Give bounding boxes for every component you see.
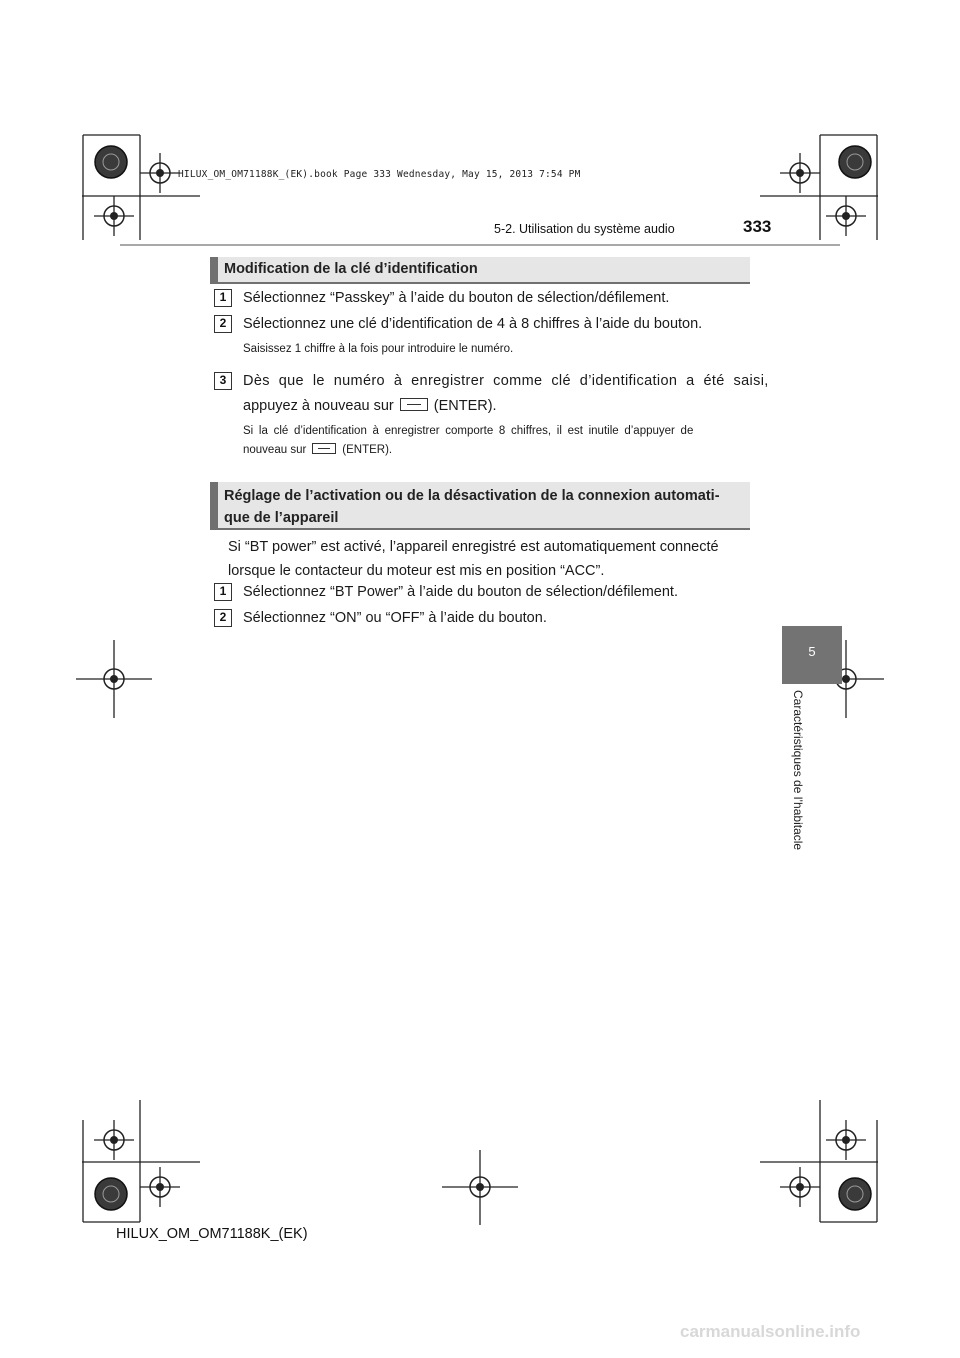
- step-number-badge: 2: [214, 609, 232, 627]
- intro-text: Si “BT power” est activé, l’appareil enregistré est automatiquement connecté: [228, 539, 719, 555]
- step-text: Sélectionnez une clé d’identification de 4 à 8 chiffres à l’aide du bouton.: [243, 316, 703, 332]
- step-note: [243, 443, 392, 456]
- section-underline: [210, 528, 750, 530]
- step-note: Si la clé d’identification à enregistrer comporte 8 chiffres, il est inutile d’appuyer de: [243, 425, 694, 437]
- enter-button-icon: [312, 443, 336, 454]
- chapter-number: 5: [808, 644, 816, 659]
- step-text-part: (ENTER).: [433, 398, 497, 414]
- step-text: [243, 398, 497, 414]
- step-text-part: appuyez à nouveau sur: [243, 398, 394, 414]
- section-reference: 5-2. Utilisation du système audio: [494, 222, 675, 236]
- section-title-passkey: [210, 257, 750, 282]
- registration-target-icon: [76, 153, 884, 1225]
- step-number-badge: 1: [214, 289, 232, 307]
- section-underline: [210, 282, 750, 284]
- section-title-line: Réglage de l’activation ou de la désactivation de la connexion automati-: [224, 488, 720, 504]
- watermark: carmanualsonline.info: [680, 1322, 861, 1341]
- step-number-badge: 1: [214, 583, 232, 601]
- step-text: Dès que le numéro à enregistrer comme clé d’identification a été saisi,: [243, 373, 769, 389]
- step-text: Sélectionnez “ON” ou “OFF” à l’aide du bouton.: [243, 610, 547, 626]
- page-number: 333: [743, 217, 772, 236]
- step-number-badge: 3: [214, 372, 232, 390]
- intro-text: lorsque le contacteur du moteur est mis en position “ACC”.: [228, 563, 605, 579]
- print-info: HILUX_OM_OM71188K_(EK).book Page 333 Wednesday, May 15, 2013 7:54 PM: [178, 169, 581, 180]
- header-rule: [120, 244, 840, 246]
- section-title-text: Modification de la clé d’identification: [224, 261, 478, 277]
- footer-code: HILUX_OM_OM71188K_(EK): [116, 1226, 308, 1242]
- step-number-badge: 2: [214, 315, 232, 333]
- chapter-label: [781, 690, 811, 870]
- section-title-auto-connect: [210, 482, 750, 528]
- step-text: Sélectionnez “Passkey” à l’aide du bouton de sélection/défilement.: [243, 290, 670, 306]
- note-part: nouveau sur: [243, 444, 307, 456]
- enter-button-icon: [400, 398, 428, 411]
- step-text: Sélectionnez “BT Power” à l’aide du bouton de sélection/défilement.: [243, 584, 678, 600]
- section-title-line: que de l’appareil: [224, 510, 339, 526]
- step-note: Saisissez 1 chiffre à la fois pour introduire le numéro.: [243, 343, 514, 355]
- note-part: (ENTER).: [342, 444, 393, 456]
- chapter-label-text: Caractéristiques de l’habitacle: [791, 690, 805, 851]
